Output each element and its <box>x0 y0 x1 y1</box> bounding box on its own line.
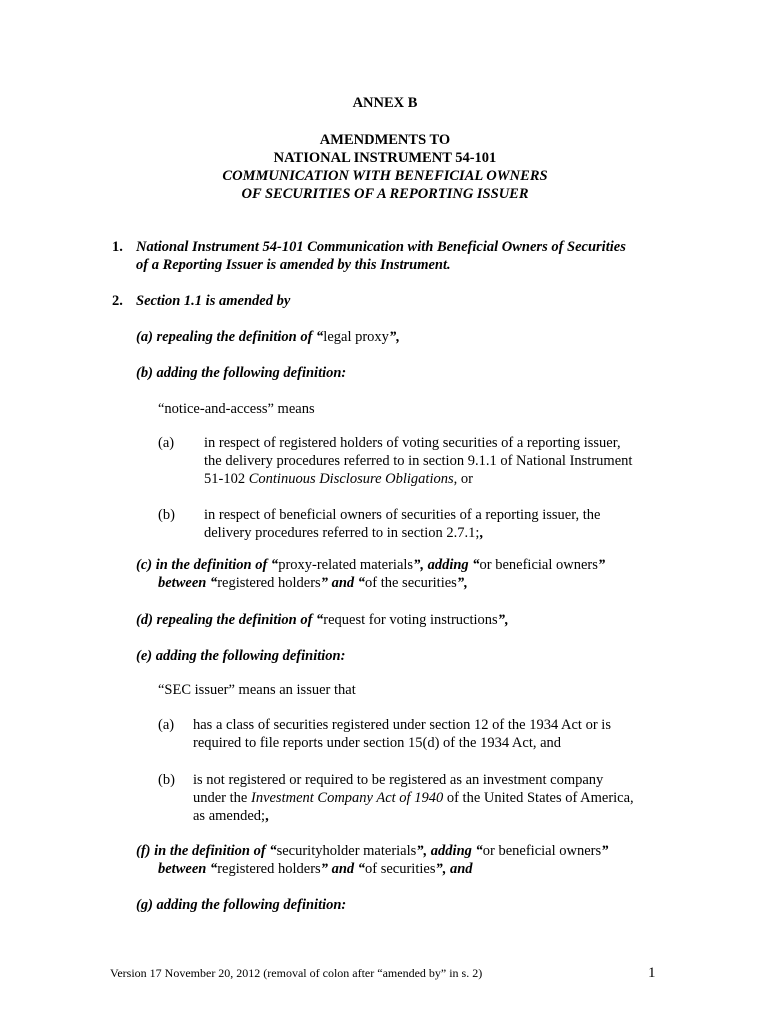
clause-c-insert: or beneficial owners <box>479 557 598 573</box>
item-2-text: Section 1.1 is amended by <box>136 293 291 309</box>
clause-e-sub-b-text: under the <box>193 790 251 806</box>
clause-b-sub-a-label: (a) <box>158 435 175 451</box>
item-1-line-1: National Instrument 54-101 Communication with Beneficial Owners of Securities <box>136 239 626 255</box>
clause-b-sub-b-line-2 <box>204 524 483 543</box>
title-line-1: AMENDMENTS TO <box>319 132 451 148</box>
clause-c-end: ”, <box>456 575 468 591</box>
clause-d-prefix: (d) repealing the definition of “ <box>136 612 324 628</box>
clause-g-heading: (g) adding the following definition: <box>136 897 347 913</box>
clause-d <box>136 611 509 630</box>
clause-b-sub-a-title: Continuous Disclosure Obligations <box>248 471 454 487</box>
clause-e-sub-b-tail: of the United States of America, <box>443 790 634 806</box>
clause-a-close-quote: ”, <box>388 329 400 345</box>
clause-a <box>136 328 400 347</box>
item-2-number: 2. <box>112 293 123 309</box>
clause-e-heading: (e) adding the following definition: <box>136 648 346 664</box>
clause-f-insert: or beneficial owners <box>482 843 602 859</box>
clause-e-sub-a-line-1: has a class of securities registered under section 12 of the 1934 Act or is <box>193 717 611 733</box>
clause-e-sub-a-label: (a) <box>158 717 175 733</box>
title-line-4: OF SECURITIES OF A REPORTING ISSUER <box>241 186 529 202</box>
page-footer: Version 17 November 20, 2012 (removal of colon after “amended by” in s. 2) <box>110 966 483 980</box>
clause-c-prefix: (c) in the definition of “ <box>136 557 279 573</box>
clause-f-end: ”, and <box>435 861 473 877</box>
clause-f-close-quote: ” <box>601 843 609 859</box>
clause-b-sub-a-line-3 <box>204 470 473 489</box>
clause-c-term: proxy-related materials <box>278 557 414 573</box>
clause-d-end: ”, <box>497 612 509 628</box>
clause-f-prefix: (f) in the definition of “ <box>136 843 277 859</box>
clause-e-sub-b-label: (b) <box>158 772 175 788</box>
title-line-3: COMMUNICATION WITH BENEFICIAL OWNERS <box>222 168 548 184</box>
annex-title: ANNEX B <box>352 95 418 111</box>
clause-b-sub-a-line-2: the delivery procedures referred to in section 9.1.1 of National Instrument <box>204 453 633 469</box>
clause-b-sub-b-comma: , <box>479 525 484 541</box>
clause-b-sub-a-line-1: in respect of registered holders of voting securities of a reporting issuer, <box>204 435 621 451</box>
item-1-number: 1. <box>112 239 123 255</box>
clause-b-definition: “notice-and-access” means <box>158 401 315 417</box>
clause-f-adding: ”, adding “ <box>416 843 483 859</box>
clause-b-sub-b-label: (b) <box>158 507 175 523</box>
clause-a-term: legal proxy <box>323 329 389 345</box>
clause-a-prefix: (a) repealing the definition of <box>136 329 313 345</box>
clause-f-line-2 <box>158 860 473 879</box>
clause-c-line-1 <box>136 556 605 575</box>
clause-e-sub-b-amended: as amended; <box>193 808 266 824</box>
clause-e-sub-b-line-3 <box>193 807 269 826</box>
clause-f-between: between “ <box>158 861 218 877</box>
clause-e-definition: “SEC issuer” means an issuer that <box>158 682 356 698</box>
clause-f-line-1 <box>136 842 608 861</box>
clause-b-sub-a-text: 51-102 <box>204 471 249 487</box>
clause-b-heading: (b) adding the following definition: <box>136 365 347 381</box>
clause-c-line-2 <box>158 574 468 593</box>
clause-d-term: request for voting instructions <box>323 612 498 628</box>
clause-e-sub-b-line-2 <box>193 789 634 808</box>
clause-c-close-quote: ” <box>597 557 606 573</box>
clause-b-sub-a-tail: , or <box>453 471 473 487</box>
clause-f-first: registered holders <box>217 861 321 877</box>
clause-f-term: securityholder materials <box>276 843 417 859</box>
clause-c-first: registered holders <box>217 575 321 591</box>
title-line-2: NATIONAL INSTRUMENT 54-101 <box>273 150 497 166</box>
clause-c-and: ” and “ <box>320 575 366 591</box>
clause-b-sub-b-line-1: in respect of beneficial owners of securities of a reporting issuer, the <box>204 507 601 523</box>
clause-c-between: between “ <box>158 575 218 591</box>
clause-e-sub-b-comma: , <box>265 808 269 824</box>
item-1-line-2: of a Reporting Issuer is amended by this Instrument. <box>136 257 451 273</box>
clause-c-second: of the securities <box>365 575 457 591</box>
page-number: 1 <box>648 965 656 981</box>
clause-b-sub-b-text: delivery procedures referred to in section 2.7.1; <box>204 525 480 541</box>
clause-e-sub-b-act: Investment Company Act of 1940 <box>250 790 444 806</box>
clause-c-adding: ”, adding “ <box>413 557 480 573</box>
clause-f-second: of securities <box>365 861 436 877</box>
clause-a-open-quote: “ <box>312 329 324 345</box>
clause-e-sub-b-line-1: is not registered or required to be registered as an investment company <box>193 772 604 788</box>
clause-f-and: ” and “ <box>320 861 366 877</box>
clause-e-sub-a-line-2: required to file reports under section 15(d) of the 1934 Act, and <box>193 735 562 751</box>
